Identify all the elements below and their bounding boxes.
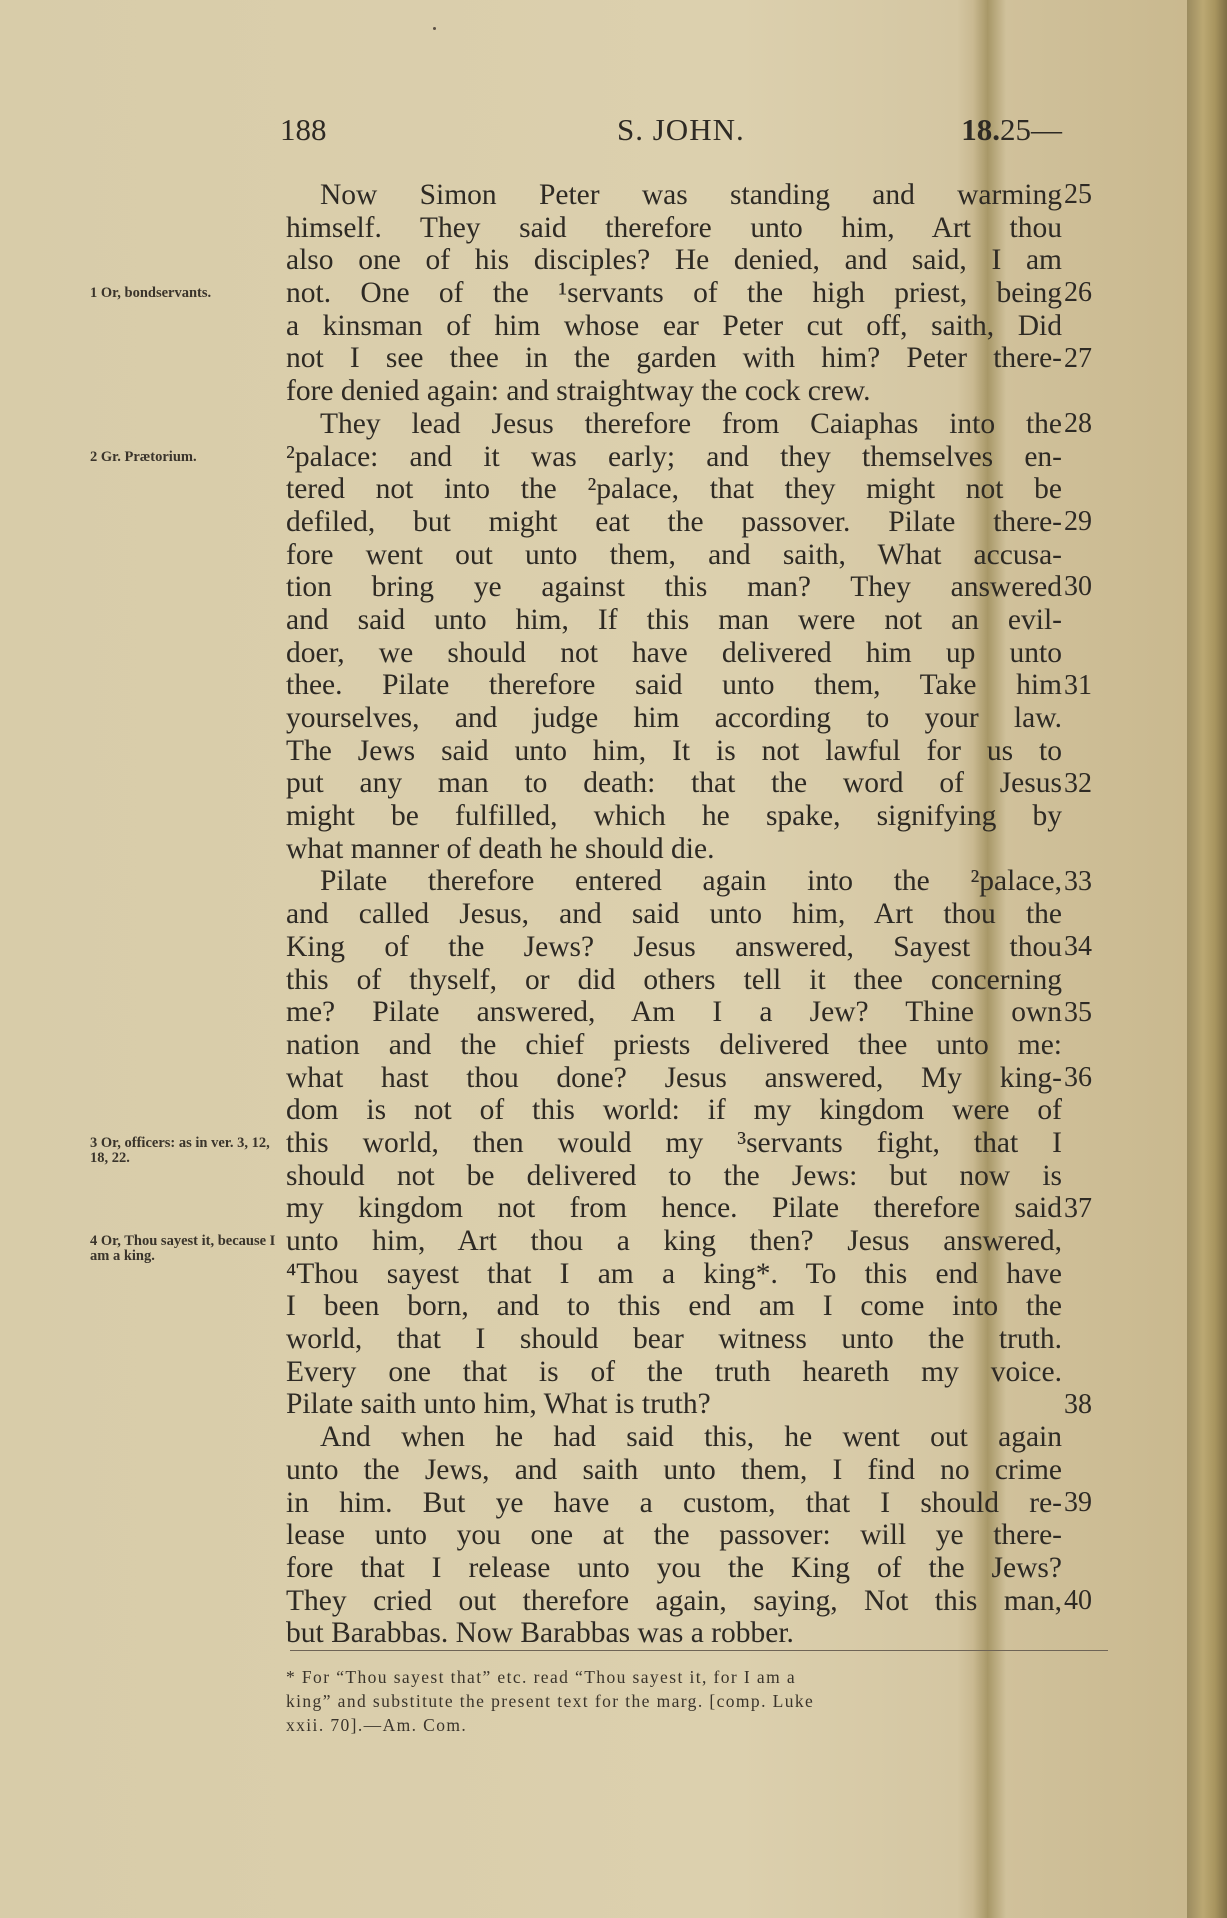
verse-number: 33 [1064,865,1092,897]
text-line [286,408,1062,441]
text-line [286,865,1062,898]
verse-start: 25— [1000,112,1062,147]
text-line-content: tered not into the ²palace, that they might not be [286,473,1062,506]
verse-number: 30 [1064,571,1092,603]
text-line [286,1029,1062,1062]
footnote-rule [290,1650,1108,1651]
verse-number: 35 [1064,996,1092,1028]
verse-number: 39 [1064,1487,1092,1518]
text-line [286,735,1062,768]
text-line-content: I been born, and to this end am I come into the [286,1290,1062,1323]
text-line [286,1487,1062,1520]
chapter-number: 18. [961,112,1000,147]
text-line [286,767,1062,800]
text-line [286,800,1062,833]
text-line-content: ⁴Thou sayest that I am a king*. To this end have [286,1257,1062,1290]
verse-number: 31 [1064,669,1092,701]
text-line-content: might be fulfilled, which he spake, signifying by [286,800,1062,833]
text-line-content: fore denied again: and straightway the cock crew. [286,375,871,408]
chapter-reference [961,112,1062,148]
text-line [286,1617,1062,1650]
text-line-content: a kinsman of him whose ear Peter cut off, saith, Did [286,309,1062,342]
footnote-line: king” and substitute the present text for the marg. [comp. Luke [286,1691,815,1711]
text-line [286,1192,1062,1225]
text-line-content: They lead Jesus therefore from Caiaphas into the [320,407,1062,440]
footnote-line: xxii. 70].—Am. Com. [286,1715,468,1735]
text-line-content: fore went out unto them, and saith, What accusa- [286,538,1062,571]
text-line [286,473,1062,506]
text-line [286,1421,1062,1454]
text-line-content: King of the Jews? Jesus answered, Sayest thou [286,930,1062,963]
text-line-content: not. One of the ¹servants of the high priest, being [286,277,1062,310]
text-line [286,1160,1062,1193]
book-title: S. JOHN. [617,112,745,147]
text-line [286,342,1062,375]
text-line-content: lease unto you one at the passover: will ye there- [286,1519,1062,1552]
text-line-content: and called Jesus, and said unto him, Art thou the [286,898,1062,931]
text-line-content: my kingdom not from hence. Pilate therefore said [286,1192,1062,1225]
text-line [286,1094,1062,1127]
margin-note: 1 Or, bondservants. [90,285,212,302]
verse-number: 29 [1064,506,1092,537]
text-line-content: Pilate therefore entered again into the ²palace, [320,865,1062,898]
text-line [286,1454,1062,1487]
text-line-content: ²palace: and it was early; and they themselves en- [286,440,1062,473]
page-number: 188 [280,112,327,147]
text-line [286,1552,1062,1585]
verse-number: 37 [1064,1192,1092,1224]
text-line [286,310,1062,343]
text-line-content: tion bring ye against this man? They answered [286,571,1062,604]
text-line [286,1388,1062,1421]
verse-number: 32 [1064,767,1092,799]
scripture-text [286,179,1062,1650]
text-line-content: and said unto him, If this man were not an evil- [286,603,1062,636]
text-line [286,1127,1062,1160]
text-line [286,702,1062,735]
text-line [286,964,1062,997]
text-line-content: not I see thee in the garden with him? Peter there- [286,342,1062,375]
running-header [280,112,1110,152]
text-line-content: Now Simon Peter was standing and warming [320,179,1062,211]
text-line-content: what hast thou done? Jesus answered, My king- [286,1061,1062,1094]
text-line [286,833,1062,866]
text-line-content: this of thyself, or did others tell it thee concerning [286,963,1062,996]
text-line [286,1290,1062,1323]
text-line-content: They cried out therefore again, saying, Not this man, [286,1584,1062,1617]
page-speck [433,27,436,30]
text-line [286,1062,1062,1095]
text-line-content: fore that I release unto you the King of the Jews? [286,1551,1062,1584]
text-line [286,244,1062,277]
text-line-content: Pilate saith unto him, What is truth? [286,1388,711,1421]
text-line [286,1356,1062,1389]
text-line-content: this world, then would my ³servants fight, that I [286,1126,1062,1159]
verse-number: 38 [1064,1388,1092,1420]
text-line [286,539,1062,572]
verse-number: 28 [1064,407,1092,439]
footnote-line: * For “Thou sayest that” etc. read “Thou sayest it, for I am a [286,1667,797,1687]
text-line-content: And when he had said this, he went out again [320,1421,1062,1454]
margin-note: 4 Or, Thou sayest it, because I am a king. [90,1233,276,1265]
text-line [286,996,1062,1029]
text-line-content: put any man to death: that the word of Jesus [286,767,1062,800]
text-line [286,898,1062,931]
text-line-content: but Barabbas. Now Barabbas was a robber. [286,1617,794,1650]
text-line-content: in him. But ye have a custom, that I should re- [286,1486,1062,1519]
text-line-content: me? Pilate answered, Am I a Jew? Thine own [286,996,1062,1029]
text-line [286,637,1062,670]
text-line [286,506,1062,539]
footnote [286,1665,1108,1737]
text-line-content: nation and the chief priests delivered thee unto me: [286,1028,1062,1061]
text-line-content: defiled, but might eat the passover. Pilate there- [286,505,1062,538]
text-line [286,1258,1062,1291]
verse-number: 40 [1064,1585,1092,1617]
text-line [286,375,1062,408]
text-line-content: The Jews said unto him, It is not lawful for us to [286,734,1062,767]
text-line [286,179,1062,212]
text-line [286,277,1062,310]
text-line-content: Every one that is of the truth heareth my voice. [286,1355,1062,1388]
text-line [286,669,1062,702]
verse-number: 34 [1064,931,1092,963]
text-line [286,212,1062,245]
text-line-content: what manner of death he should die. [286,832,715,865]
verse-number: 25 [1064,179,1092,210]
text-line [286,571,1062,604]
verse-number: 36 [1064,1061,1092,1093]
text-line [286,1519,1062,1552]
text-line [286,931,1062,964]
page-edge [1187,0,1227,1918]
margin-note: 3 Or, officers: as in ver. 3, 12, 18, 22. [90,1135,270,1167]
margin-note: 2 Gr. Prætorium. [90,448,197,465]
text-line-content: dom is not of this world: if my kingdom were of [286,1094,1062,1127]
verse-number: 27 [1064,342,1092,374]
text-line [286,441,1062,474]
verse-number: 26 [1064,277,1092,309]
text-line [286,1323,1062,1356]
text-line-content: unto him, Art thou a king then? Jesus answered, [286,1225,1062,1257]
text-line-content: should not be delivered to the Jews: but now is [286,1159,1062,1192]
text-line-content: world, that I should bear witness unto the truth. [286,1323,1062,1356]
text-line [286,1585,1062,1618]
text-line-content: doer, we should not have delivered him up unto [286,636,1062,669]
text-line [286,1225,1062,1258]
text-line-content: himself. They said therefore unto him, Art thou [286,211,1062,244]
text-line [286,604,1062,637]
text-line-content: unto the Jews, and saith unto them, I find no crime [286,1453,1062,1486]
text-line-content: thee. Pilate therefore said unto them, Take him [286,669,1062,702]
text-line-content: also one of his disciples? He denied, and said, I am [286,244,1062,277]
text-line-content: yourselves, and judge him according to your law. [286,702,1062,734]
